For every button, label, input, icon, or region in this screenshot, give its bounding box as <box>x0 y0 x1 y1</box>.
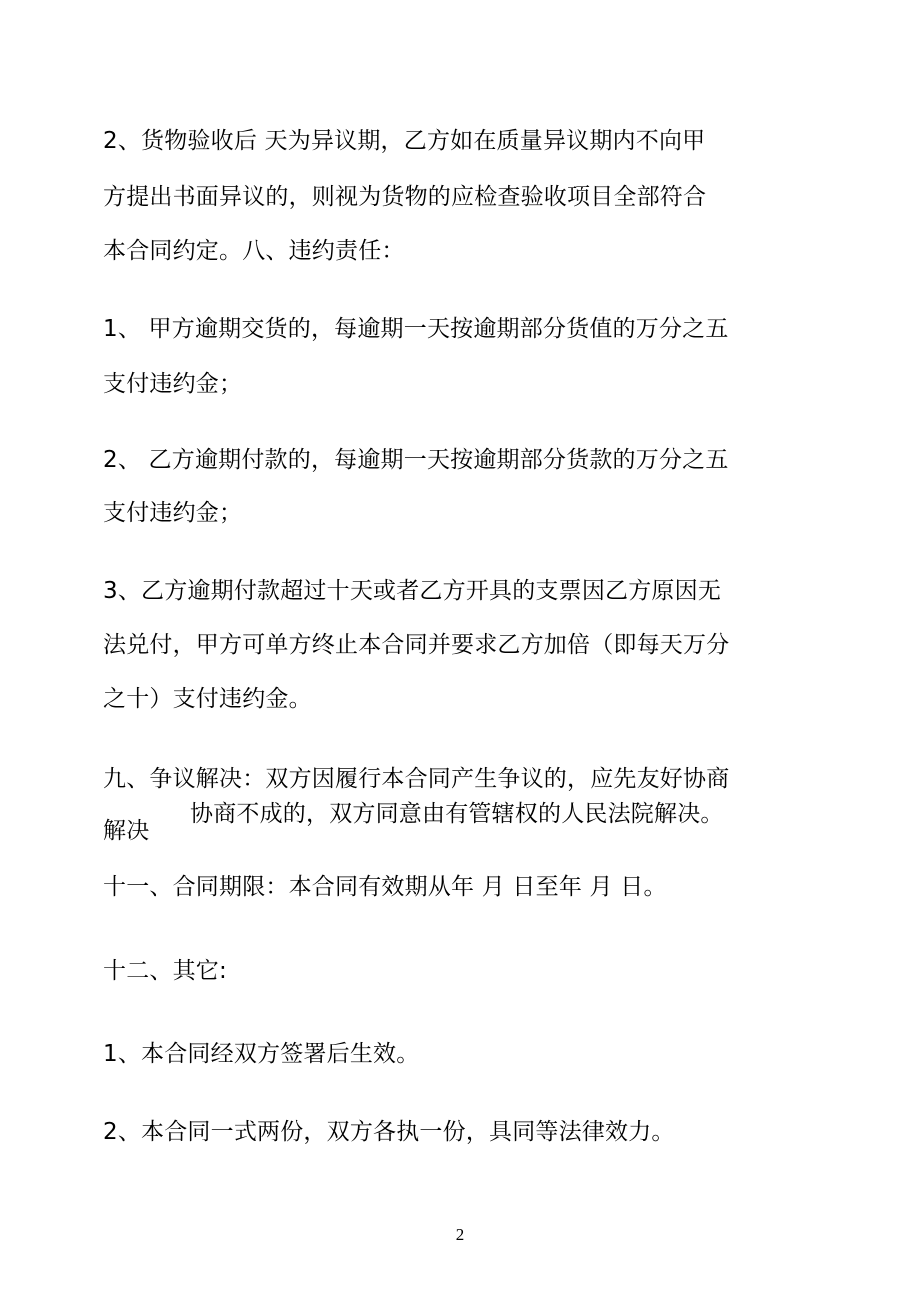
dispute-resolution-line-3: 解决 <box>103 818 150 844</box>
penalty-item-2-line-2: 支付违约金； <box>103 500 243 526</box>
penalty-item-3-line-3: 之十）支付违约金。 <box>103 686 312 712</box>
clause-8-item-2-line-2: 方提出书面异议的，则视为货物的应检查验收项目全部符合 <box>103 184 707 210</box>
dispute-resolution-line-2: 协商不成的，双方同意由有管辖权的人民法院解决。 <box>190 801 724 827</box>
penalty-item-3-line-1: 3、乙方逾期付款超过十天或者乙方开具的支票因乙方原因无 <box>103 578 722 604</box>
other-item-1: 1、本合同经双方签署后生效。 <box>103 1041 420 1067</box>
contract-term: 十一、合同期限：本合同有效期从年 月 日至年 月 日。 <box>103 874 667 900</box>
penalty-item-1-line-2: 支付违约金； <box>103 371 243 397</box>
other-item-2: 2、本合同一式两份，双方各执一份，具同等法律效力。 <box>103 1119 675 1145</box>
page-number: 2 <box>455 1225 465 1244</box>
other-heading: 十二、其它: <box>103 958 227 984</box>
clause-8-item-2-line-1: 2、货物验收后 天为异议期，乙方如在质量异议期内不向甲 <box>103 128 706 154</box>
penalty-item-2-line-1: 2、 乙方逾期付款的，每逾期一天按逾期部分货款的万分之五 <box>103 447 729 473</box>
clause-8-item-2-line-3: 本合同约定。八、违约责任： <box>103 238 405 264</box>
dispute-resolution-line-1: 九、争议解决：双方因履行本合同产生争议的，应先友好协商 <box>103 766 730 792</box>
penalty-item-1-line-1: 1、 甲方逾期交货的，每逾期一天按逾期部分货值的万分之五 <box>103 316 729 342</box>
penalty-item-3-line-2: 法兑付，甲方可单方终止本合同并要求乙方加倍（即每天万分 <box>103 632 730 658</box>
